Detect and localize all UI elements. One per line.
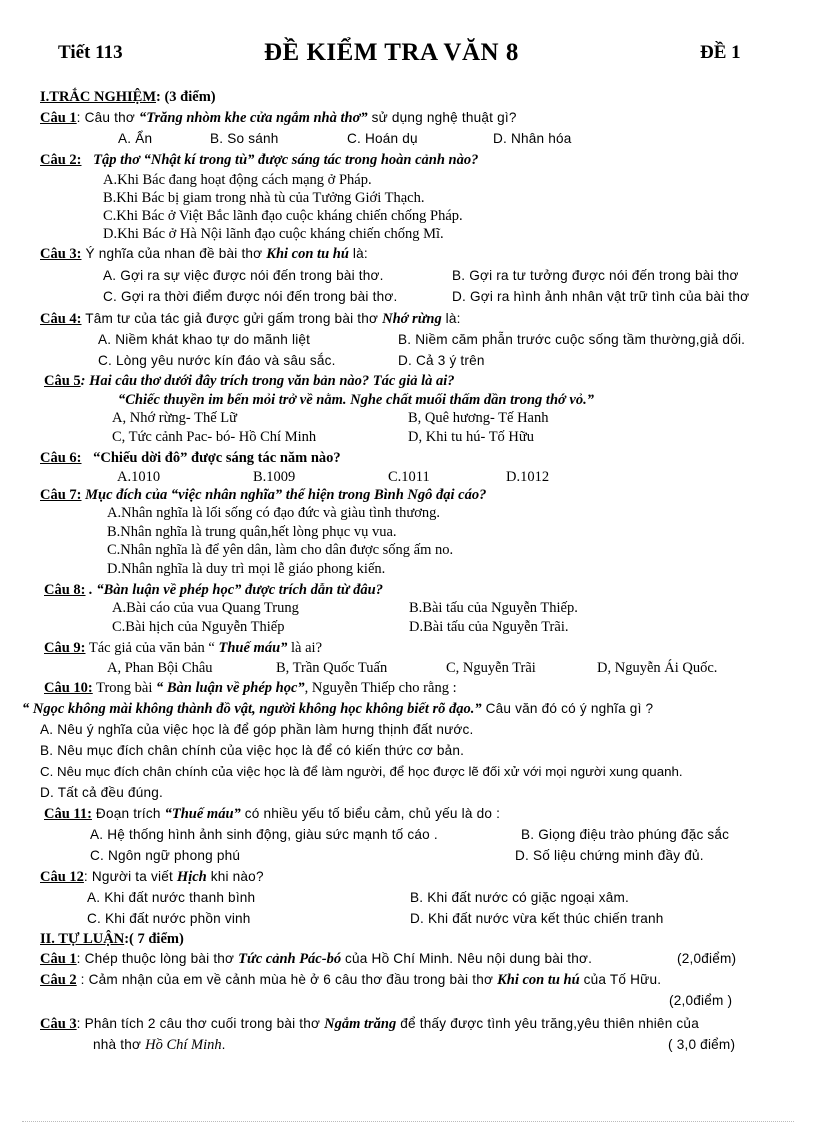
q11-option-c: C. Ngôn ngữ phong phú: [90, 848, 241, 863]
q6-option-b: B.1009: [253, 469, 296, 485]
question-8-label: Câu 8:: [44, 582, 86, 598]
question-5: [44, 373, 455, 390]
question-9-label: Câu 9:: [44, 640, 86, 656]
essay-3-prompt: : Phân tích 2 câu thơ cuối trong bài thơ: [76, 1016, 325, 1031]
question-10-quote-question: Câu văn đó có ý nghĩa gì ?: [481, 701, 654, 716]
question-10-title: “ Bàn luận về phép học”: [156, 680, 305, 696]
q7-option-b: B.Nhân nghĩa là trung quân,hết lòng phục vụ vua.: [107, 524, 397, 540]
q3-option-b: B. Gợi ra tư tưởng được nói đến trong bài thơ: [452, 268, 739, 283]
essay-3: [40, 1016, 699, 1033]
question-10-prompt: Trong bài: [92, 680, 157, 696]
q3-option-c: C. Gợi ra thời điểm được nói đến trong bài thơ.: [103, 289, 398, 304]
page-bottom-divider: [22, 1121, 794, 1122]
q11-option-b: B. Giọng điệu trào phúng đặc sắc: [521, 827, 730, 842]
question-1-prompt: : Câu thơ: [76, 110, 139, 125]
question-6: [40, 450, 341, 467]
section-1-label: I.TRẮC NGHIỆM: [40, 89, 157, 105]
question-12-label: Câu 12: [40, 869, 84, 885]
question-8: [44, 582, 383, 599]
q4-option-c: C. Lòng yêu nước kín đáo và sâu sắc.: [98, 353, 336, 368]
q6-option-a: A.1010: [117, 469, 161, 485]
q5-option-a: A, Nhớ rừng- Thế Lữ: [112, 410, 237, 426]
question-3-prompt-end: là:: [348, 246, 368, 261]
q1-option-a: A. Ẩn: [118, 131, 153, 146]
q8-option-c: C.Bài hịch của Nguyễn Thiếp: [112, 619, 285, 635]
essay-3-title: Ngắm trăng: [324, 1016, 397, 1032]
question-4: [40, 311, 461, 328]
question-11-label: Câu 11:: [44, 806, 92, 822]
question-2-text: Tập thơ “Nhật kí trong tù” được sáng tác trong hoàn cảnh nào?: [93, 152, 479, 168]
q3-option-a: A. Gợi ra sự việc được nói đến trong bài thơ.: [103, 268, 384, 283]
q12-option-d: D. Khi đất nước vừa kết thúc chiến tranh: [410, 911, 664, 926]
section-2-label: II. TỰ LUẬN: [40, 931, 125, 947]
question-7: [40, 487, 486, 504]
q1-option-b: B. So sánh: [210, 131, 279, 146]
q2-option-a: A.Khi Bác đang hoạt động cách mạng ở Pháp.: [103, 172, 372, 188]
essay-1-prompt: : Chép thuộc lòng bài thơ: [76, 951, 239, 966]
q3-option-d: D. Gợi ra hình ảnh nhân vật trữ tình của bài thơ: [452, 289, 750, 304]
q4-option-d: D. Cả 3 ý trên: [398, 353, 485, 368]
question-3-label: Câu 3:: [40, 246, 82, 262]
question-11: [44, 806, 500, 823]
question-5-label: Câu 5: [44, 373, 81, 389]
question-11-prompt: Đoạn trích: [91, 806, 165, 821]
question-1-quote: “Trăng nhòm khe cửa ngắm nhà thơ”: [138, 110, 368, 126]
q12-option-a: A. Khi đất nước thanh bình: [87, 890, 256, 905]
question-3: [40, 246, 368, 263]
q4-option-b: B. Niềm căm phẫn trước cuộc sống tầm thường,giả dối.: [398, 332, 746, 347]
question-7-text: Mục đích của “việc nhân nghĩa” thể hiện trong Bình Ngô đại cáo?: [81, 487, 487, 503]
essay-3-author: Hồ Chí Minh: [145, 1037, 222, 1053]
question-10-quote-line: [22, 701, 653, 718]
q1-option-d: D. Nhân hóa: [493, 131, 572, 146]
essay-3-line-2-end: .: [221, 1037, 226, 1052]
q5-option-d: D, Khi tu hú- Tố Hữu: [408, 429, 535, 445]
question-12-prompt: : Người ta viết: [83, 869, 177, 884]
essay-1-prompt-end: của Hồ Chí Minh. Nêu nội dung bài thơ.: [341, 951, 593, 966]
q5-option-b: B, Quê hương- Tế Hanh: [408, 410, 549, 426]
q2-option-c: C.Khi Bác ở Việt Bắc lãnh đạo cuộc kháng chiến chống Pháp.: [103, 208, 463, 224]
q9-option-a: A, Phan Bội Châu: [107, 660, 213, 676]
question-1-prompt-end: sử dụng nghệ thuật gì?: [367, 110, 517, 125]
question-11-title: “Thuế máu”: [164, 806, 241, 822]
question-9: [44, 640, 322, 657]
essay-3-prompt-end: để thấy được tình yêu trăng,yêu thiên nhiên của: [396, 1016, 699, 1031]
q6-option-c: C.1011: [388, 469, 430, 485]
question-11-prompt-end: có nhiều yếu tố biểu cảm, chủ yếu là do :: [240, 806, 501, 821]
q11-option-a: A. Hệ thống hình ảnh sinh động, giàu sức mạnh tố cáo .: [90, 827, 438, 842]
essay-2-title: Khi con tu hú: [497, 972, 580, 988]
page-title: ĐỀ KIỂM TRA VĂN 8: [264, 39, 519, 66]
q9-option-d: D, Nguyễn Ái Quốc.: [597, 660, 718, 676]
q8-option-b: B.Bài tấu của Nguyễn Thiếp.: [409, 600, 578, 616]
q12-option-c: C. Khi đất nước phồn vinh: [87, 911, 251, 926]
essay-1: [40, 951, 592, 968]
essay-3-line-2-text: nhà thơ: [93, 1037, 146, 1052]
essay-1-points: (2,0điểm): [677, 951, 737, 966]
question-5-quote: “Chiếc thuyền im bến mỏi trở về nằm. Nghe chất muối thấm dần trong thớ vỏ.”: [118, 392, 594, 408]
q11-option-d: D. Số liệu chứng minh đầy đủ.: [515, 848, 704, 863]
section-1-heading: [40, 89, 216, 106]
essay-3-label: Câu 3: [40, 1016, 77, 1032]
q9-option-b: B, Trần Quốc Tuấn: [276, 660, 388, 676]
question-4-title: Nhớ rừng: [382, 311, 442, 327]
section-2-points: :( 7 điểm): [124, 931, 184, 947]
question-5-text: : Hai câu thơ dưới đây trích trong văn bản nào? Tác giả là ai?: [80, 373, 455, 389]
essay-3-line-2: [93, 1037, 226, 1054]
question-2-label: Câu 2:: [40, 152, 82, 168]
section-1-points: : (3 điểm): [156, 89, 216, 105]
question-1-label: Câu 1: [40, 110, 77, 126]
question-2: [40, 152, 478, 169]
question-10-quote: “ Ngọc không mài không thành đồ vật, người không học không biết rõ đạo.”: [22, 701, 482, 717]
q2-option-b: B.Khi Bác bị giam trong nhà tù của Tưởng Giới Thạch.: [103, 190, 425, 206]
essay-1-title: Tức cảnh Pác-bó: [238, 951, 342, 967]
exam-code: ĐỀ 1: [700, 42, 741, 63]
q2-option-d: D.Khi Bác ở Hà Nội lãnh đạo cuộc kháng chiến chống Mĩ.: [103, 226, 444, 242]
question-10-label: Câu 10:: [44, 680, 93, 696]
question-10: [44, 680, 457, 697]
question-12-title: Hịch: [176, 869, 207, 885]
question-7-label: Câu 7:: [40, 487, 82, 503]
essay-2-points: (2,0điểm ): [669, 993, 733, 1008]
question-8-text: . “Bàn luận về phép học” được trích dẫn từ đâu?: [85, 582, 383, 598]
q10-option-b: B. Nêu mục đích chân chính của việc học là để có kiến thức cơ bản.: [40, 743, 465, 758]
lesson-number: Tiết 113: [58, 42, 123, 63]
question-1: [40, 110, 517, 127]
q4-option-a: A. Niềm khát khao tự do mãnh liệt: [98, 332, 311, 347]
q10-option-a: A. Nêu ý nghĩa của việc học là để góp phần làm hưng thịnh đất nước.: [40, 722, 474, 737]
essay-2-label: Câu 2: [40, 972, 77, 988]
question-9-prompt-end: là ai?: [287, 640, 323, 656]
question-4-prompt-end: là:: [441, 311, 461, 326]
question-6-text: “Chiếu dời đô” được sáng tác năm nào?: [93, 450, 341, 466]
q10-option-c: C. Nêu mục đích chân chính của việc học là để làm người, để học được lẽ đối xử với mọi người xung quanh.: [40, 764, 683, 779]
essay-2-prompt: : Cảm nhận của em về cảnh mùa hè ở 6 câu thơ đầu trong bài thơ: [76, 972, 498, 987]
section-2-heading: [40, 931, 184, 948]
question-4-prompt: Tâm tư của tác giả được gửi gấm trong bài thơ: [81, 311, 383, 326]
question-4-label: Câu 4:: [40, 311, 82, 327]
essay-2: [40, 972, 661, 989]
q8-option-a: A.Bài cáo của vua Quang Trung: [112, 600, 299, 616]
essay-3-points: ( 3,0 điểm): [668, 1037, 736, 1052]
question-9-prompt: Tác giả của văn bản “: [85, 640, 219, 656]
q7-option-a: A.Nhân nghĩa là lối sống có đạo đức và giàu tình thương.: [107, 505, 441, 521]
question-6-label: Câu 6:: [40, 450, 82, 466]
question-3-title: Khi con tu hú: [266, 246, 349, 262]
question-9-title: Thuế máu”: [218, 640, 288, 656]
q12-option-b: B. Khi đất nước có giặc ngoại xâm.: [410, 890, 630, 905]
essay-2-prompt-end: của Tố Hữu.: [579, 972, 662, 987]
question-3-prompt: Ý nghĩa của nhan đề bài thơ: [81, 246, 267, 261]
q10-option-d: D. Tất cả đều đúng.: [40, 785, 163, 800]
q5-option-c: C, Tức cảnh Pac- bó- Hồ Chí Minh: [112, 429, 317, 445]
question-12-prompt-end: khi nào?: [206, 869, 264, 884]
essay-1-label: Câu 1: [40, 951, 77, 967]
q9-option-c: C, Nguyễn Trãi: [446, 660, 536, 676]
question-12: [40, 869, 264, 886]
q7-option-d: D.Nhân nghĩa là duy trì mọi lễ giáo phong kiến.: [107, 561, 386, 577]
q1-option-c: C. Hoán dụ: [347, 131, 418, 146]
question-10-prompt-end: , Nguyễn Thiếp cho rằng :: [304, 680, 457, 696]
q8-option-d: D.Bài tấu của Nguyễn Trãi.: [409, 619, 569, 635]
q7-option-c: C.Nhân nghĩa là để yên dân, làm cho dân được sống ấm no.: [107, 542, 454, 558]
q6-option-d: D.1012: [506, 469, 550, 485]
